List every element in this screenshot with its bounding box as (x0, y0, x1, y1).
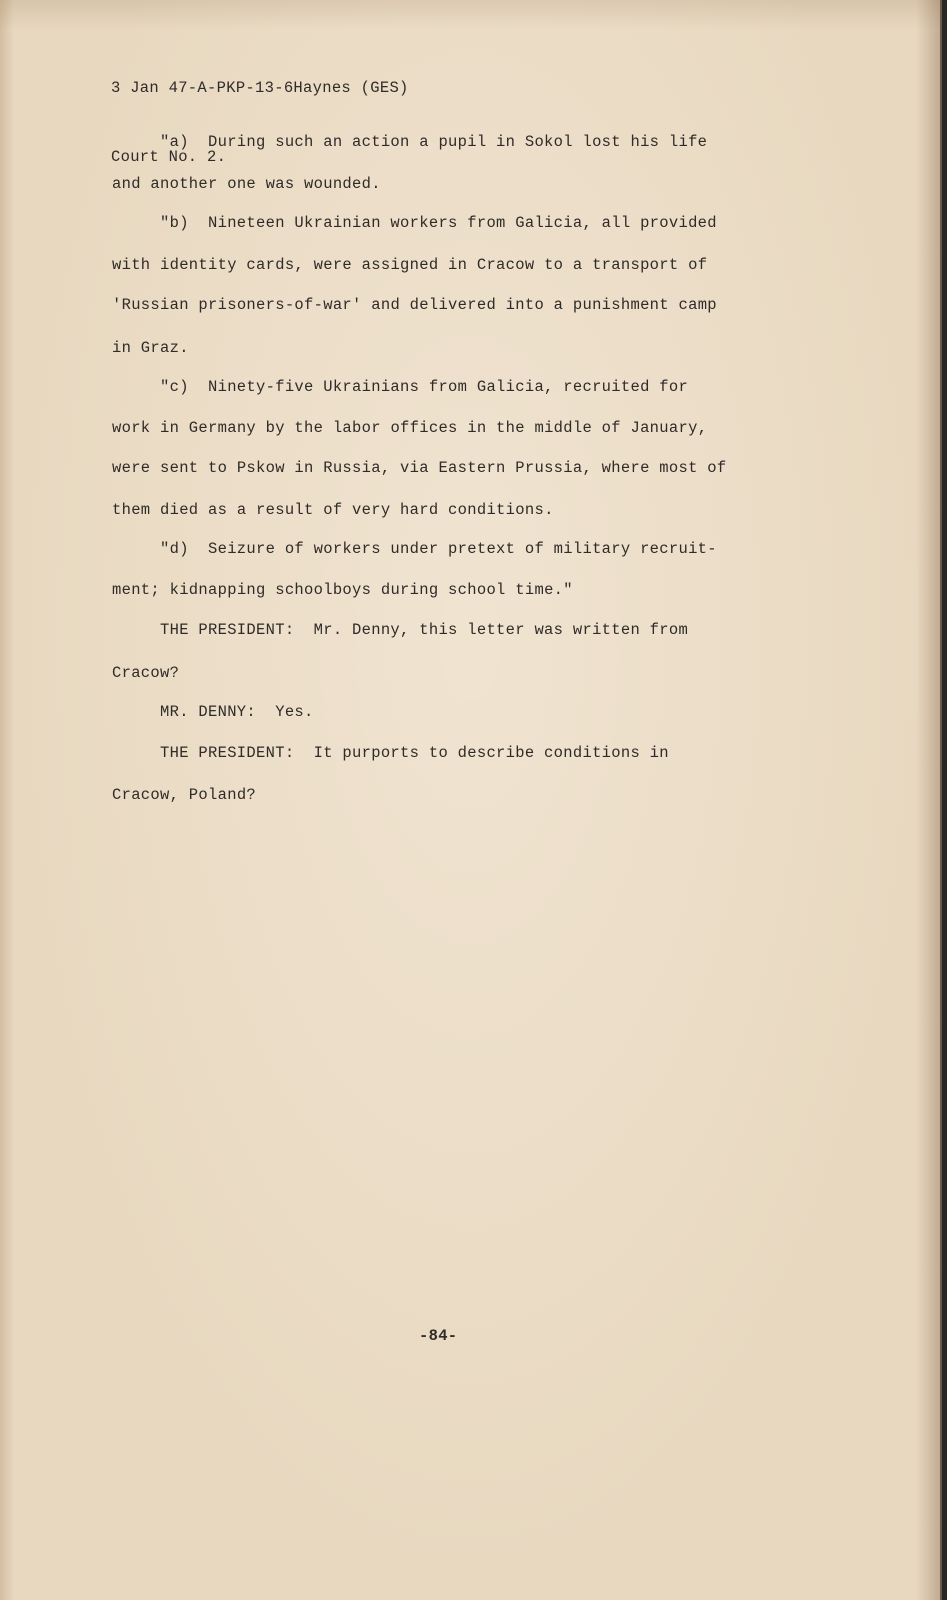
body-line: THE PRESIDENT: It purports to describe conditions in (160, 744, 669, 762)
page-number: -84- (419, 1327, 458, 1345)
body-line: them died as a result of very hard conditions. (112, 501, 554, 519)
body-line: ment; kidnapping schoolboys during school time." (112, 581, 573, 599)
header-line-1: 3 Jan 47-A-PKP-13-6Haynes (GES) (111, 79, 409, 97)
body-line: in Graz. (112, 339, 189, 357)
body-line: Cracow, Poland? (112, 786, 257, 804)
body-line: "d) Seizure of workers under pretext of military recruit- (160, 540, 717, 558)
header-line-2: Court No. 2. (111, 148, 227, 166)
body-line: with identity cards, were assigned in Cracow to a transport of (112, 256, 708, 274)
body-line: MR. DENNY: Yes. (160, 703, 314, 721)
body-line: "c) Ninety-five Ukrainians from Galicia, recruited for (160, 378, 689, 396)
body-line: THE PRESIDENT: Mr. Denny, this letter was written from (160, 621, 689, 639)
body-line: work in Germany by the labor offices in the middle of January, (112, 419, 708, 437)
body-line: "b) Nineteen Ukrainian workers from Galicia, all provided (160, 214, 717, 232)
body-line: Cracow? (112, 664, 180, 682)
body-line: "a) During such an action a pupil in Sokol lost his life (160, 133, 708, 151)
body-line: were sent to Pskow in Russia, via Eastern Prussia, where most of (112, 459, 727, 477)
body-line: 'Russian prisoners-of-war' and delivered into a punishment camp (112, 296, 717, 314)
body-line: and another one was wounded. (112, 175, 381, 193)
